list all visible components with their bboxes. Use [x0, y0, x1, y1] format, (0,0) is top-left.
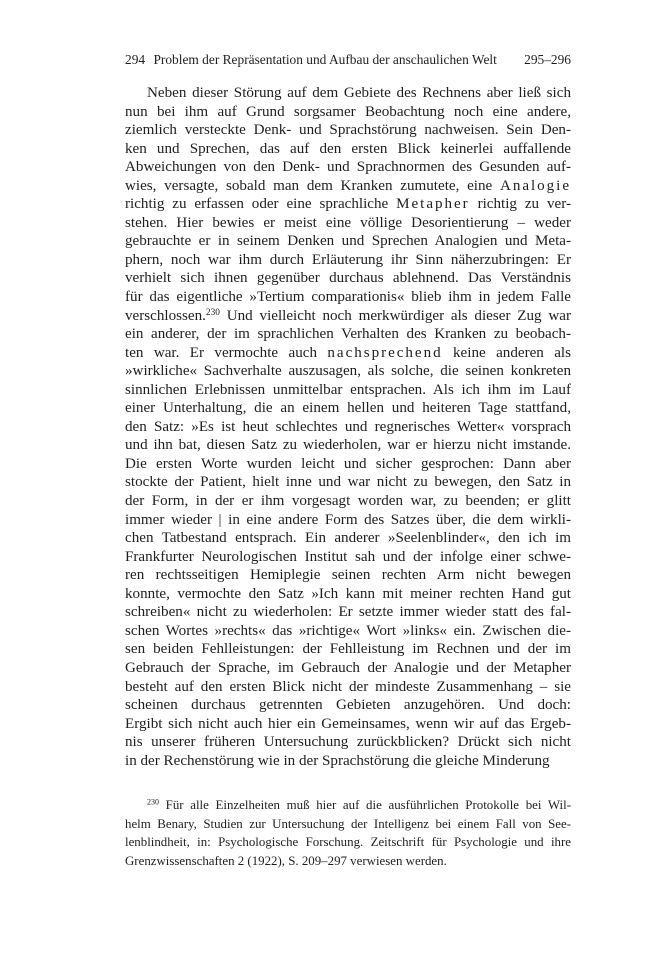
- text-segment: Neben dieser Störung auf dem Gebiete des Rechnens aber ließ sich: [147, 85, 571, 101]
- text-segment: Grenzwissenschaften 2 (1922), S. 209–297 verwiesen werden.: [125, 853, 447, 868]
- body-line: [125, 84, 571, 103]
- body-line: [125, 177, 571, 196]
- body-line: [125, 473, 571, 492]
- emphasis-spaced: Metapher: [396, 196, 470, 213]
- text-segment: sen beiden Fehlleistungen: der Fehlleistung im Rechnen und der im: [125, 641, 571, 658]
- text-segment: richtig zu ver-: [469, 196, 571, 213]
- text-segment: Abweichungen von den Denk- und Sprachnormen des Gesunden auf-: [125, 159, 571, 176]
- text-segment: wies, versagte, sobald man dem Kranken zumutete, eine: [125, 177, 500, 194]
- text-segment: richtig zu erfassen oder eine sprachliche: [125, 196, 397, 213]
- text-segment: helm Benary, Studien zur Untersuchung der Intelligenz bei einem Fall von See-: [125, 816, 571, 831]
- text-segment: lenblindheit, in: Psychologische Forschung. Zeitschrift für Psychologie und ihre: [125, 835, 571, 850]
- text-segment: Die ersten Worte wurden leicht und sicher gesprochen: Dann aber: [125, 455, 571, 472]
- running-title: Problem der Repräsentation und Aufbau der anschaulichen Welt: [153, 52, 497, 67]
- footnote-line: [125, 797, 571, 816]
- body-line: [125, 399, 571, 418]
- body-line: [125, 307, 571, 326]
- body-line: [125, 455, 571, 474]
- body-line: [125, 640, 571, 659]
- text-segment: gebrauchte er in seinem Denken und Sprechen Analogien und Meta-: [125, 233, 571, 250]
- text-segment: und ihn bat, diesen Satz zu wiederholen, war er hierzu nicht imstande.: [125, 437, 571, 454]
- emphasis-spaced: nachsprechend: [327, 344, 443, 361]
- text-segment: phern, noch war ihm durch Erläuterung ihr Sinn näherzubringen: Er: [125, 251, 571, 268]
- text-segment: konnte, vermochte den Satz »Ich kann mit meiner rechten Hand gut: [125, 585, 571, 602]
- running-header: [125, 52, 571, 68]
- body-line: [125, 251, 571, 270]
- text-segment: nun bei ihm auf Grund sorgsamer Beobachtung noch eine andere,: [125, 103, 571, 120]
- body-line: [125, 195, 571, 214]
- text-segment: Ergibt sich nicht auch hier ein Gemeinsames, wenn wir auf das Ergeb-: [125, 715, 571, 732]
- body-line: [125, 344, 571, 363]
- page-number: 294: [125, 52, 146, 67]
- text-segment: der Form, in der er ihm vorgesagt worden war, zu beenden; er glitt: [125, 493, 571, 510]
- text-segment: ten war. Er vermochte auch: [125, 344, 328, 361]
- body-line: [125, 214, 571, 233]
- footnote-line: [125, 853, 571, 872]
- text-segment: schreiben« nicht zu wiederholen: Er setzte immer wieder statt des fal-: [125, 604, 571, 621]
- text-segment: ken und Sprechen, das auf den ersten Blick keinerlei auffallende: [125, 140, 571, 157]
- body-line: [125, 436, 571, 455]
- body-line: [125, 696, 571, 715]
- text-segment: keine anderen als: [442, 344, 571, 361]
- body-line: [125, 566, 571, 585]
- text-segment: ein anderer, der im sprachlichen Verhalten des Kranken zu beobach-: [125, 326, 571, 343]
- body-line: [125, 678, 571, 697]
- text-segment: Gebrauch der Sprache, im Gebrauch der Analogie und der Metapher: [125, 659, 571, 676]
- footnote-marker: 230: [147, 797, 159, 807]
- text-segment: den Satz: »Es ist heut schlechtes und regnerisches Wetter« vorsprach: [125, 418, 571, 435]
- text-segment: Für alle Einzelheiten muß hier auf die ausführlichen Protokolle bei Wil-: [158, 798, 571, 812]
- page-range: 295–296: [524, 52, 571, 67]
- body-line: [125, 232, 571, 251]
- text-segment: schen Wortes »rechts« das »richtige« Wort »links« ein. Zwischen die-: [125, 622, 571, 639]
- text-segment: Frankfurter Neurologischen Institut sah und der infolge einer schwe-: [125, 548, 571, 565]
- body-line: [125, 269, 571, 288]
- text-segment: verschlossen.: [125, 307, 206, 324]
- body-line: [125, 585, 571, 604]
- body-line: [125, 325, 571, 344]
- text-segment: »wirkliche« Sachverhalte auszusagen, als solche, die seinen konkreten: [125, 363, 571, 380]
- body-text: [125, 84, 571, 770]
- text-segment: in der Rechenstörung wie in der Sprachstörung die gleiche Minderung: [125, 752, 550, 769]
- body-line: [125, 362, 571, 381]
- footnote-line: [125, 816, 571, 835]
- body-line: [125, 511, 571, 530]
- body-line: [125, 529, 571, 548]
- emphasis-spaced: Analogie: [499, 177, 571, 194]
- text-segment: ren rechtsseitigen Hemiplegie seinen rechten Arm nicht bewegen: [125, 567, 571, 584]
- body-line: [125, 492, 571, 511]
- footnote-line: [125, 834, 571, 853]
- body-line: [125, 733, 571, 752]
- text-segment: für das eigentliche »Tertium comparationis« blieb ihm in jedem Falle: [125, 289, 571, 306]
- body-line: [125, 752, 571, 771]
- body-line: [125, 603, 571, 622]
- body-line: [125, 622, 571, 641]
- body-line: [125, 381, 571, 400]
- body-line: [125, 288, 571, 307]
- body-line: [125, 715, 571, 734]
- footnote-marker: 230: [205, 307, 220, 318]
- body-line: [125, 140, 571, 159]
- body-line: [125, 659, 571, 678]
- text-segment: nis unserer früheren Untersuchung zurückblicken? Drückt sich nicht: [125, 734, 571, 751]
- body-line: [125, 103, 571, 122]
- body-line: [125, 418, 571, 437]
- text-segment: besteht auf den ersten Blick nicht der mindeste Zusammenhang – sie: [125, 678, 571, 695]
- body-line: [125, 121, 571, 140]
- text-segment: sinnlichen Erlebnissen unmittelbar entsprachen. Als ich ihm im Lauf: [125, 381, 571, 398]
- text-segment: scheinen durchaus getrennten Gebieten anzugehören. Und doch:: [125, 697, 571, 714]
- body-line: [125, 548, 571, 567]
- text-segment: einer Unterhaltung, die an einem hellen und heiteren Tage stattfand,: [125, 400, 571, 417]
- body-line: [125, 158, 571, 177]
- text-segment: immer wieder | in eine andere Form des Satzes über, die dem wirkli-: [125, 511, 571, 528]
- text-segment: ziemlich versteckte Denk- und Sprachstörung nachweisen. Sein Den-: [125, 122, 571, 139]
- text-segment: verhielt sich ihnen gegenüber durchaus ablehnend. Das Verständnis: [125, 270, 571, 287]
- text-segment: Und vielleicht noch merkwürdiger als dieser Zug war: [219, 307, 571, 324]
- footnotes: [125, 797, 571, 871]
- text-segment: stehen. Hier bewies er meist eine völlige Desorientierung – weder: [125, 214, 571, 231]
- text-segment: chen Tatbestand entsprach. Ein anderer »Seelenblinder«, den ich im: [125, 530, 571, 547]
- text-segment: stockte der Patient, hielt inne und war nicht zu bewegen, den Satz in: [125, 474, 571, 491]
